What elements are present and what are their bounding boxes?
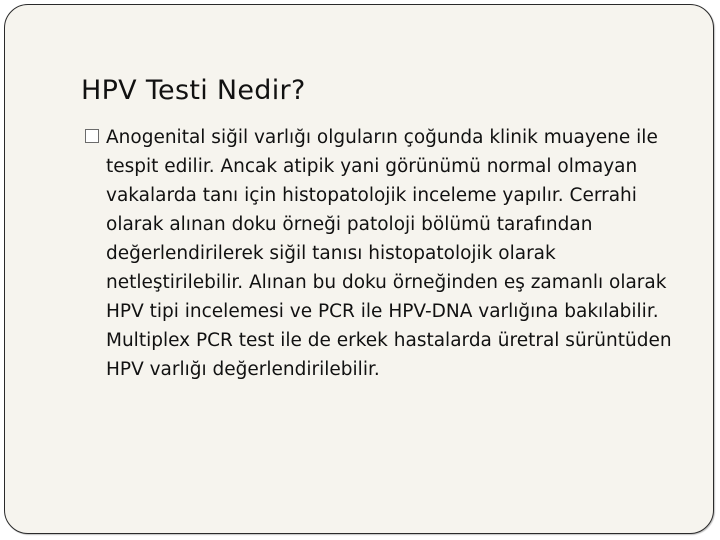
checkbox-square-icon [85, 129, 99, 143]
slide-title: HPV Testi Nedir? [81, 75, 306, 106]
bullet-text: Anogenital siğil varlığı olguların çoğunda klinik muayene ile tespit edilir. Ancak atipik yani görünümü normal olmayan vakalarda tanı için histopatolojik inceleme yapılır. Cerrahi olarak alınan doku örneği patoloji bölümü tarafından değerlendirilerek siğil tanısı histopatolojik olarak netleştirilebilir. Alınan bu doku örneğinden eş zamanlı olarak HPV tipi incelemesi ve PCR ile HPV-DNA varlığına bakılabilir. Multiplex PCR test ile de erkek hastalarda üretral sürüntüden HPV varlığı değerlendirilebilir. [106, 127, 672, 380]
slide-frame [4, 4, 714, 534]
bullet-item [85, 123, 689, 384]
